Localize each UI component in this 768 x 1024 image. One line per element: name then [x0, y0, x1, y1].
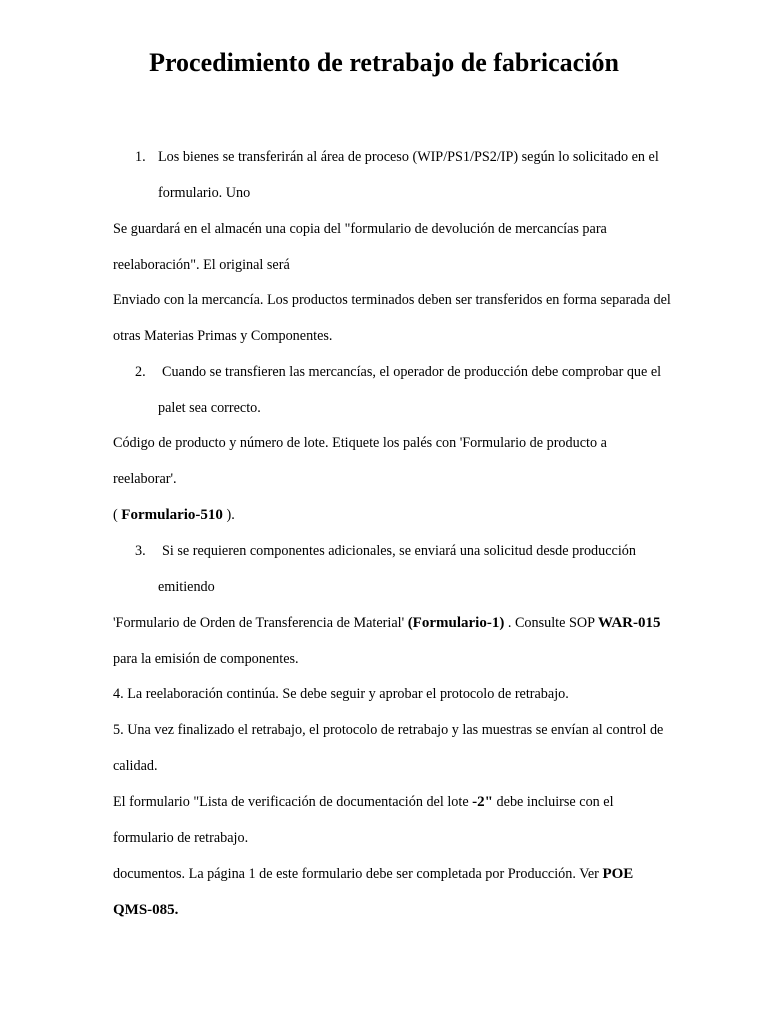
item-2-number: 2.	[135, 364, 146, 380]
paragraph-1-line-1: Se guardará en el almacén una copia del "formulario de devolución de mercancías para	[113, 221, 607, 237]
paragraph-3-text-b: . Consulte SOP	[504, 615, 599, 631]
paragraph-3-line-1	[113, 613, 661, 633]
form-ref-close: ).	[222, 507, 235, 523]
document-title: Procedimiento de retrabajo de fabricación	[149, 48, 619, 77]
paragraph-4-text-a: El formulario "Lista de verificación de documentación del lote	[113, 794, 473, 810]
item-3-number: 3.	[135, 543, 146, 559]
paragraph-4-text-c: documentos. La página 1 de este formulario debe ser completada por Producción. Ver	[113, 866, 603, 882]
item-1-line-1: Los bienes se transferirán al área de proceso (WIP/PS1/PS2/IP) según lo solicitado en el	[158, 149, 659, 165]
form-510-reference: Formulario-510	[121, 507, 223, 523]
paragraph-4-text-b: debe incluirse con el	[493, 794, 614, 810]
poe-reference: POE	[602, 866, 634, 882]
item-5-line-1: 5. Una vez finalizado el retrabajo, el protocolo de retrabajo y las muestras se envían al control de	[113, 722, 664, 738]
form-1-reference: (Formulario-1)	[407, 615, 505, 631]
paragraph-4-line-1	[113, 792, 614, 812]
paragraph-3-line-2: para la emisión de componentes.	[113, 651, 299, 667]
item-2-line-2: palet sea correcto.	[158, 400, 261, 416]
paragraph-4-line-3	[113, 864, 633, 884]
paragraph-1-line-2: reelaboración". El original será	[113, 257, 290, 273]
paragraph-2-line-2: reelaborar'.	[113, 471, 177, 487]
item-3-line-1: Si se requieren componentes adicionales, se enviará una solicitud desde producción	[162, 543, 636, 559]
paragraph-1-line-4: otras Materias Primas y Componentes.	[113, 328, 333, 344]
item-1-line-2: formulario. Uno	[158, 185, 251, 201]
paragraph-2-line-3	[113, 505, 235, 525]
sop-war-015-reference: WAR-015	[598, 615, 661, 631]
item-4-line: 4. La reelaboración continúa. Se debe seguir y aprobar el protocolo de retrabajo.	[113, 686, 569, 702]
batch-checklist-number: -2"	[472, 794, 493, 810]
paragraph-3-text-a: 'Formulario de Orden de Transferencia de Material'	[113, 615, 408, 631]
item-2-line-1: Cuando se transfieren las mercancías, el operador de producción debe comprobar que el	[162, 364, 662, 380]
item-1-number: 1.	[135, 149, 146, 165]
qms-085-reference: QMS-085.	[113, 902, 179, 918]
item-3-line-2: emitiendo	[158, 579, 215, 595]
item-5-line-2: calidad.	[113, 758, 158, 774]
paragraph-1-line-3: Enviado con la mercancía. Los productos terminados deben ser transferidos en forma separada del	[113, 292, 671, 308]
paragraph-4-line-2: formulario de retrabajo.	[113, 830, 249, 846]
paragraph-2-line-1: Código de producto y número de lote. Etiquete los palés con 'Formulario de producto a	[113, 435, 607, 451]
form-ref-open: (	[113, 507, 122, 523]
